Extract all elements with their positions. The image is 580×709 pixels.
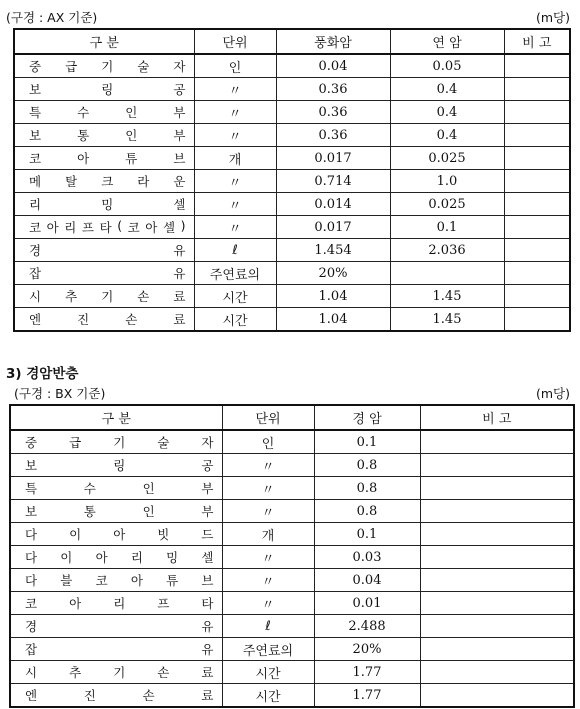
cell-note <box>504 124 570 147</box>
header-unit: 단위 <box>222 405 314 430</box>
cell-weathered-rock: 1.04 <box>276 285 390 308</box>
table-row <box>10 546 574 569</box>
cell-note <box>504 147 570 170</box>
cell-note <box>420 523 574 546</box>
item-label: 다 이 아 리 밍 셀 <box>25 550 214 565</box>
item-label: 코 아 튜 브 <box>29 151 186 166</box>
item-label: 보 링 공 <box>25 458 214 473</box>
cell-hard-rock: 0.8 <box>314 454 420 477</box>
cell-weathered-rock: 0.714 <box>276 170 390 193</box>
cell-note <box>504 78 570 101</box>
cell-item <box>14 147 194 170</box>
item-label: 특 수 인 부 <box>29 105 186 120</box>
cell-note <box>420 546 574 569</box>
item-label: 경 유 <box>29 243 186 258</box>
header-gubun: 구 분 <box>10 405 222 430</box>
table-row <box>14 170 570 193</box>
table2-caption: (구경 : BX 기준) <box>14 386 106 401</box>
item-label: 메 탈 크 라 운 <box>29 174 186 189</box>
cell-note <box>420 477 574 500</box>
header-hard-rock: 경 암 <box>314 405 420 430</box>
cell-soft-rock: 0.05 <box>390 54 504 78</box>
table-row <box>14 78 570 101</box>
cell-unit: 인 <box>222 430 314 454</box>
cell-note <box>504 239 570 262</box>
item-label: 시 추 기 손 료 <box>29 289 186 304</box>
table1-unit-caption: (m당) <box>535 10 570 25</box>
cell-soft-rock: 1.0 <box>390 170 504 193</box>
item-label: 중 급 기 술 자 <box>29 59 186 74</box>
cell-soft-rock: 1.45 <box>390 308 504 332</box>
cell-weathered-rock: 0.017 <box>276 216 390 239</box>
cell-unit: 〃 <box>194 78 276 101</box>
cell-weathered-rock: 0.04 <box>276 54 390 78</box>
table-row <box>10 454 574 477</box>
cell-hard-rock: 0.03 <box>314 546 420 569</box>
cell-unit: 〃 <box>222 500 314 523</box>
cell-item <box>10 546 222 569</box>
header-weathered-rock: 풍화암 <box>276 29 390 54</box>
cell-item <box>14 193 194 216</box>
cell-unit: 주연료의 <box>194 262 276 285</box>
cell-note <box>420 569 574 592</box>
item-label: 중 급 기 술 자 <box>25 435 214 450</box>
cell-item <box>10 454 222 477</box>
item-label: 경 유 <box>25 619 214 634</box>
cell-item <box>10 684 222 708</box>
cell-hard-rock: 0.01 <box>314 592 420 615</box>
cell-unit: 〃 <box>222 477 314 500</box>
table-row <box>10 500 574 523</box>
cell-unit: 〃 <box>194 101 276 124</box>
cell-soft-rock: 0.4 <box>390 124 504 147</box>
cell-unit: 〃 <box>194 193 276 216</box>
cell-item <box>10 430 222 454</box>
cell-note <box>420 638 574 661</box>
cell-hard-rock: 0.1 <box>314 430 420 454</box>
cell-unit: 주연료의 <box>222 638 314 661</box>
cell-hard-rock: 0.04 <box>314 569 420 592</box>
cell-item <box>10 523 222 546</box>
cell-weathered-rock: 0.017 <box>276 147 390 170</box>
item-label: 다 블 코 아 튜 브 <box>25 573 214 588</box>
cell-weathered-rock: 0.36 <box>276 78 390 101</box>
cell-note <box>420 500 574 523</box>
cell-unit: 〃 <box>194 216 276 239</box>
item-label: 다 이 아 빗 드 <box>25 527 214 542</box>
cell-unit: 〃 <box>194 170 276 193</box>
cell-unit: 인 <box>194 54 276 78</box>
item-label: 특 수 인 부 <box>25 481 214 496</box>
cell-item <box>10 569 222 592</box>
cell-unit: 시간 <box>222 684 314 708</box>
cell-note <box>504 193 570 216</box>
cell-note <box>504 101 570 124</box>
cell-soft-rock: 0.4 <box>390 101 504 124</box>
cell-weathered-rock: 0.36 <box>276 124 390 147</box>
cell-note <box>504 285 570 308</box>
cell-note <box>504 262 570 285</box>
cell-unit: 〃 <box>222 454 314 477</box>
table-row <box>10 477 574 500</box>
item-label: 코 아 리 프 타 <box>25 596 214 611</box>
item-label: 엔 진 손 료 <box>29 312 186 327</box>
cell-unit: 시간 <box>222 661 314 684</box>
cell-weathered-rock: 0.014 <box>276 193 390 216</box>
cell-hard-rock: 2.488 <box>314 615 420 638</box>
cell-note <box>504 308 570 332</box>
table2-unit-caption: (m당) <box>535 386 570 401</box>
item-label: 보 통 인 부 <box>25 504 214 519</box>
table1-header-row <box>14 29 570 54</box>
table-row <box>14 308 570 332</box>
item-label: 보 통 인 부 <box>29 128 186 143</box>
table-row <box>10 430 574 454</box>
cell-hard-rock: 0.1 <box>314 523 420 546</box>
table-row <box>10 638 574 661</box>
cell-item <box>14 216 194 239</box>
table-row <box>14 285 570 308</box>
cell-hard-rock: 20% <box>314 638 420 661</box>
cell-weathered-rock: 20% <box>276 262 390 285</box>
cell-unit: 〃 <box>222 569 314 592</box>
cell-note <box>420 430 574 454</box>
item-label: 보 링 공 <box>29 82 186 97</box>
cell-unit: 〃 <box>222 592 314 615</box>
cell-soft-rock: 0.1 <box>390 216 504 239</box>
item-label: 잡 유 <box>25 642 214 657</box>
cell-item <box>14 262 194 285</box>
cell-unit: 개 <box>194 147 276 170</box>
cell-unit: ℓ <box>194 239 276 262</box>
cell-soft-rock <box>390 262 504 285</box>
table-row <box>10 592 574 615</box>
cell-item <box>14 54 194 78</box>
cell-note <box>420 661 574 684</box>
item-label: 시 추 기 손 료 <box>25 665 214 680</box>
cell-unit: 개 <box>222 523 314 546</box>
header-note: 비 고 <box>504 29 570 54</box>
item-label: 리 밍 셀 <box>29 197 186 212</box>
cell-soft-rock: 1.45 <box>390 285 504 308</box>
cell-note <box>504 216 570 239</box>
cell-weathered-rock: 0.36 <box>276 101 390 124</box>
cell-soft-rock: 0.025 <box>390 193 504 216</box>
cell-item <box>14 308 194 332</box>
cell-item <box>10 500 222 523</box>
table1 <box>13 28 571 332</box>
cell-hard-rock: 1.77 <box>314 661 420 684</box>
item-label: 잡 유 <box>29 266 186 281</box>
cell-hard-rock: 0.8 <box>314 500 420 523</box>
cell-unit: 〃 <box>194 124 276 147</box>
table2 <box>9 404 575 708</box>
table-row <box>10 661 574 684</box>
cell-note <box>420 684 574 708</box>
table-row <box>14 101 570 124</box>
cell-unit: ℓ <box>222 615 314 638</box>
cell-item <box>10 661 222 684</box>
cell-item <box>14 124 194 147</box>
cell-note <box>504 54 570 78</box>
cell-item <box>10 638 222 661</box>
item-label: 엔 진 손 료 <box>25 688 214 703</box>
table1-caption: (구경 : AX 기준) <box>6 10 98 25</box>
cell-item <box>10 477 222 500</box>
table-row <box>10 569 574 592</box>
cell-soft-rock: 2.036 <box>390 239 504 262</box>
cell-note <box>420 592 574 615</box>
cell-item <box>14 78 194 101</box>
table-row <box>14 147 570 170</box>
table-row <box>10 684 574 708</box>
header-soft-rock: 연 암 <box>390 29 504 54</box>
cell-note <box>504 170 570 193</box>
table-row <box>14 262 570 285</box>
cell-weathered-rock: 1.454 <box>276 239 390 262</box>
cell-item <box>10 615 222 638</box>
item-label: 코 아 리 프 타 ( 코 아 셀 ) <box>29 218 186 235</box>
header-gubun: 구 분 <box>14 29 194 54</box>
cell-soft-rock: 0.4 <box>390 78 504 101</box>
cell-item <box>14 170 194 193</box>
cell-item <box>10 592 222 615</box>
cell-item <box>14 101 194 124</box>
cell-hard-rock: 1.77 <box>314 684 420 708</box>
table2-header-row <box>10 405 574 430</box>
cell-item <box>14 239 194 262</box>
table-row <box>14 216 570 239</box>
cell-item <box>14 285 194 308</box>
cell-hard-rock: 0.8 <box>314 477 420 500</box>
table-row <box>14 239 570 262</box>
cell-soft-rock: 0.025 <box>390 147 504 170</box>
cell-unit: 〃 <box>222 546 314 569</box>
table-row <box>10 523 574 546</box>
header-note: 비 고 <box>420 405 574 430</box>
cell-unit: 시간 <box>194 308 276 332</box>
section-title: 3) 경암반층 <box>6 366 79 382</box>
table-row <box>14 193 570 216</box>
cell-note <box>420 454 574 477</box>
table-row <box>10 615 574 638</box>
table-row <box>14 54 570 78</box>
header-unit: 단위 <box>194 29 276 54</box>
cell-weathered-rock: 1.04 <box>276 308 390 332</box>
cell-note <box>420 615 574 638</box>
table-row <box>14 124 570 147</box>
cell-unit: 시간 <box>194 285 276 308</box>
